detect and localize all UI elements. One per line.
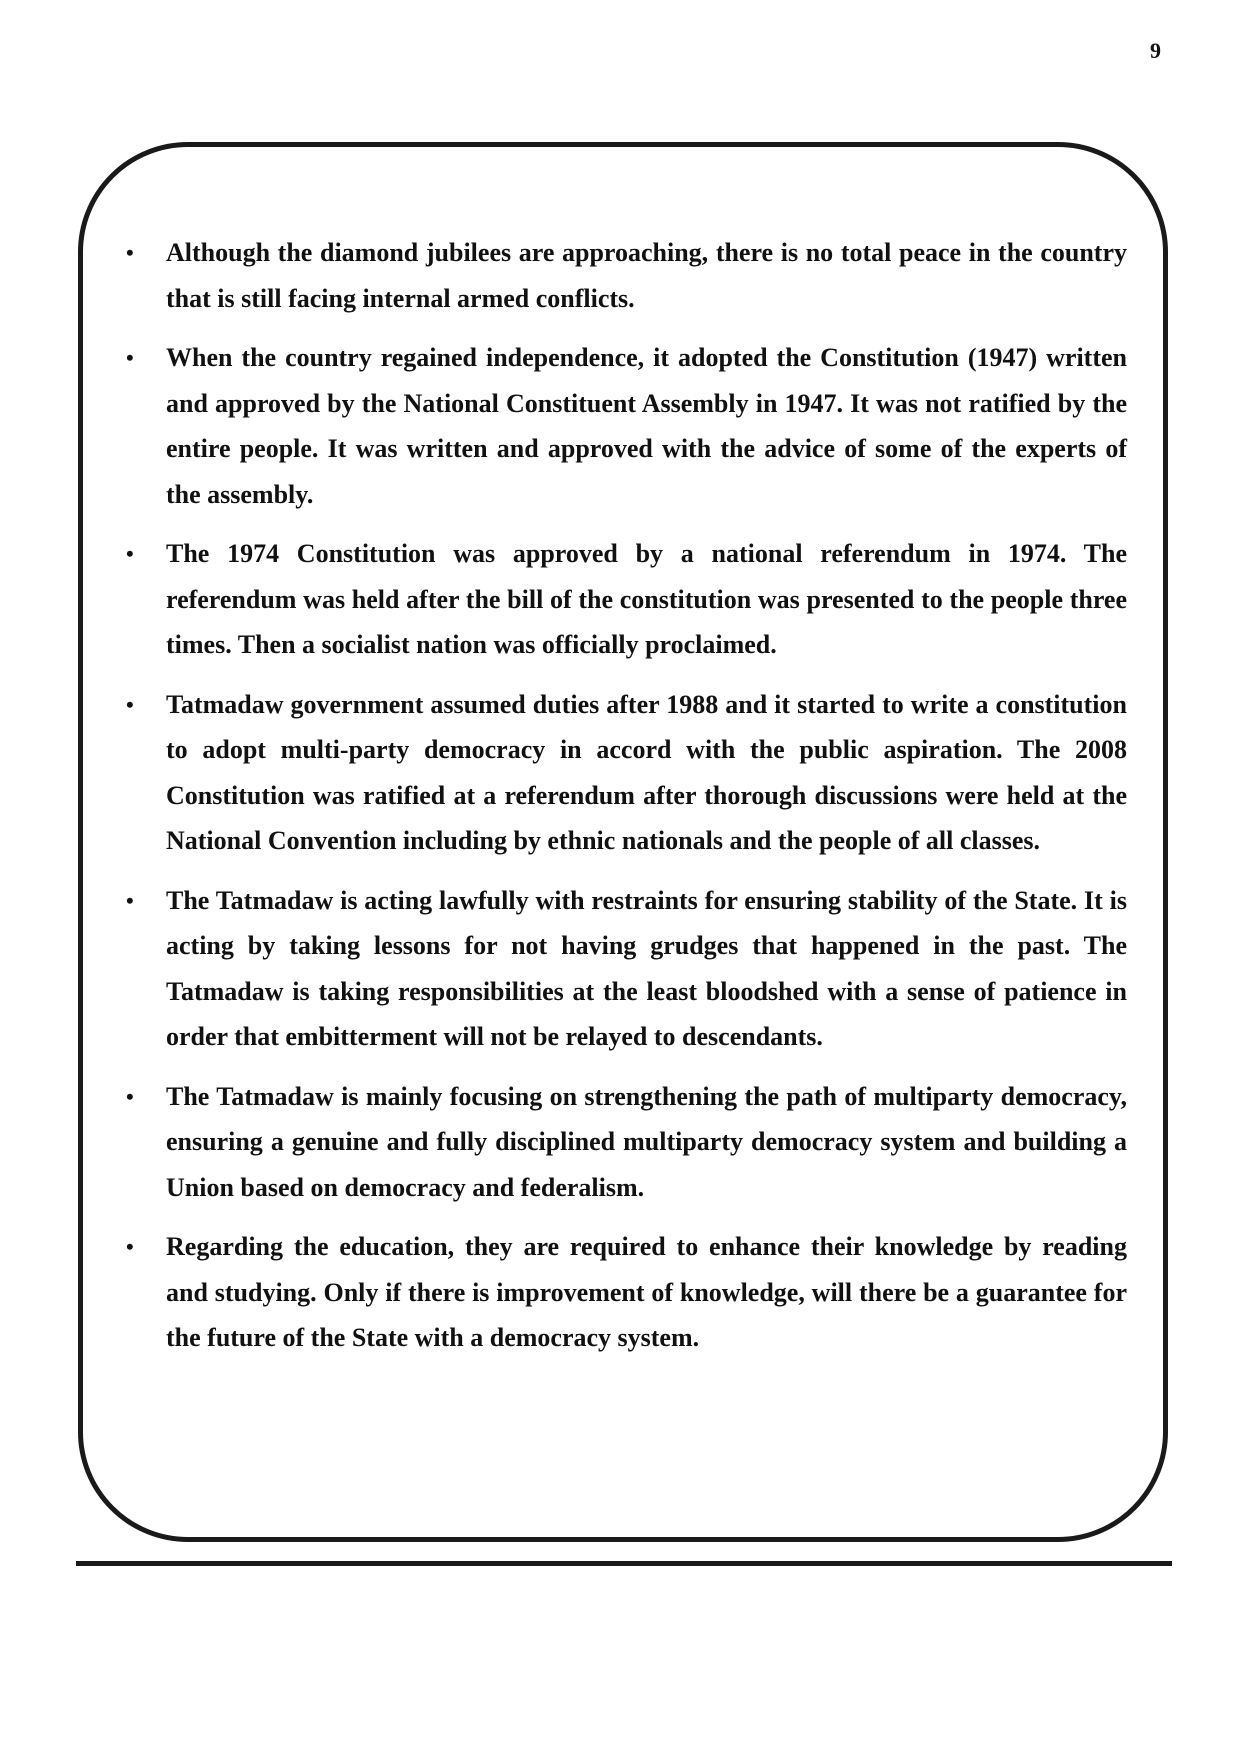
bullet-icon: • [126,541,134,566]
bullet-list [122,230,1127,1375]
bullet-item [122,1224,1127,1361]
bullet-icon: • [126,691,134,717]
bullet-item [122,335,1127,517]
bullet-text: Although the diamond jubilees are approaching, there is no total peace in the country that is still facing internal armed conflicts. [166,238,1127,313]
bullet-icon: • [126,1083,134,1109]
bullet-text: Tatmadaw government assumed duties after 1988 and it started to write a constitution to adopt multi-party democracy in accord with the public aspiration. The 2008 Constitution was ratified at a referendum after thorough discussions were held at the National Convention including by ethnic nationals and the people of all classes. [166,689,1127,855]
bullet-text: The Tatmadaw is mainly focusing on strengthening the path of multiparty democracy, ensuring a genuine and fully disciplined multiparty democracy system and building a Union based on democracy and federalism. [166,1081,1127,1202]
footer-divider [76,1561,1172,1566]
bullet-item [122,682,1127,864]
bullet-item [122,1074,1127,1211]
bullet-item [122,230,1127,321]
bullet-icon: • [126,1234,134,1259]
bullet-item [122,878,1127,1060]
bullet-icon: • [126,345,134,370]
bullet-item [122,531,1127,668]
bullet-text: Regarding the education, they are required to enhance their knowledge by reading and studying. Only if there is improvement of knowledge, will there be a guarantee for the future of the State with a democracy system. [166,1232,1127,1352]
bullet-icon: • [126,240,134,265]
bullet-icon: • [126,887,134,913]
bullet-text: The Tatmadaw is acting lawfully with restraints for ensuring stability of the State. It is acting by taking lessons for not having grudges that happened in the past. The Tatmadaw is taking responsibilities at the least bloodshed with a sense of patience in order that embitterment will not be relayed to descendants. [166,885,1127,1051]
bullet-text: The 1974 Constitution was approved by a national referendum in 1974. The referendum was held after the bill of the constitution was presented to the people three times. Then a socialist nation was officially proclaimed. [166,539,1127,659]
bullet-text: When the country regained independence, it adopted the Constitution (1947) written and approved by the National Constituent Assembly in 1947. It was not ratified by the entire people. It was written and approved with the advice of some of the experts of the assembly. [166,343,1127,509]
page-number: 9 [1150,38,1161,63]
